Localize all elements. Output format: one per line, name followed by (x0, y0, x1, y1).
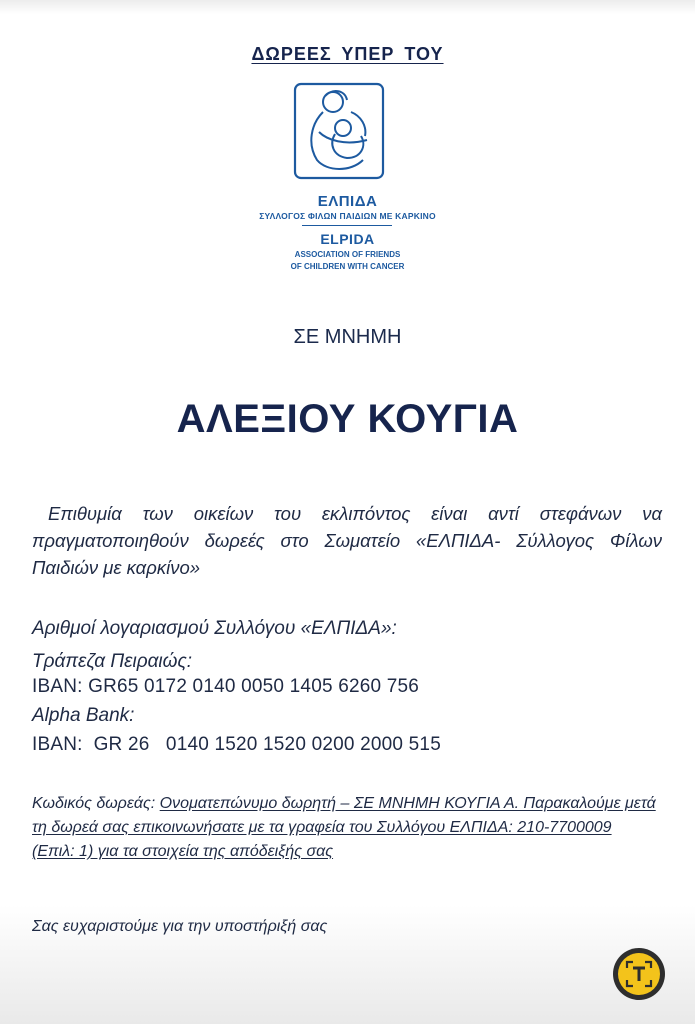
logo-english-subtitle-2: OF CHILDREN WITH CANCER (290, 262, 405, 271)
donation-code-label: Κωδικός δωρεάς: (32, 795, 160, 812)
logo-english-name: ELPIDA (320, 231, 375, 247)
logo-greek-subtitle: ΣΥΛΛΟΓΟΣ ΦΙΛΩΝ ΠΑΙΔΙΩΝ ΜΕ ΚΑΡΚΙΝΟ (259, 211, 436, 221)
text-recognition-button[interactable] (613, 948, 665, 1000)
thanks-text: Σας ευχαριστούμε για την υποστήριξή σας (32, 918, 328, 935)
logo-divider (302, 225, 392, 226)
donation-code-text: Ονοματεπώνυμο δωρητή – ΣΕ ΜΝΗΜΗ ΚΟΥΓΙΑ Α. Παρακαλούμε μετά τη δωρεά σας επικοινωνήσατε με τα γραφεία του Συλλόγου ΕΛΠΙΔΑ: 210-7700009 (Επιλ: 1) για τα στοιχεία της απόδειξής σας (32, 795, 656, 860)
text-recognition-icon (618, 953, 660, 995)
bank1-iban: IBAN: GR65 0172 0140 0050 1405 6260 756 (32, 676, 420, 697)
logo-english-subtitle-1: ASSOCIATION OF FRIENDS (294, 250, 401, 259)
deceased-name: ΑΛΕΞΙΟΥ ΚΟΥΓΙΑ (176, 397, 519, 441)
bank2-iban: IBAN: GR 26 0140 1520 1520 0200 2000 515 (32, 734, 441, 755)
wish-paragraph: Επιθυμία των οικείων του εκλιπόντος είναι αντί στεφάνων να πραγματοποιηθούν δωρεές στο Σωματείο «ΕΛΠΙΔΑ- Σύλλογος Φίλων Παιδιών με καρκίνο» (32, 503, 662, 578)
accounts-heading: Αριθμοί λογαριασμού Συλλόγου «ΕΛΠΙΔΑ»: (32, 618, 397, 639)
donation-code-block (32, 792, 657, 864)
memorial-label: ΣΕ ΜΝΗΜΗ (293, 326, 402, 348)
donation-header: ΔΩΡΕΕΣ ΥΠΕΡ ΤΟΥ (251, 44, 444, 64)
bank2-name: Alpha Bank: (32, 705, 135, 726)
logo-greek-name: ΕΛΠΙΔΑ (317, 193, 378, 210)
bank1-name: Τράπεζα Πειραιώς: (32, 651, 192, 672)
elpida-logo-icon (293, 82, 385, 180)
top-edge-shadow (0, 0, 695, 14)
